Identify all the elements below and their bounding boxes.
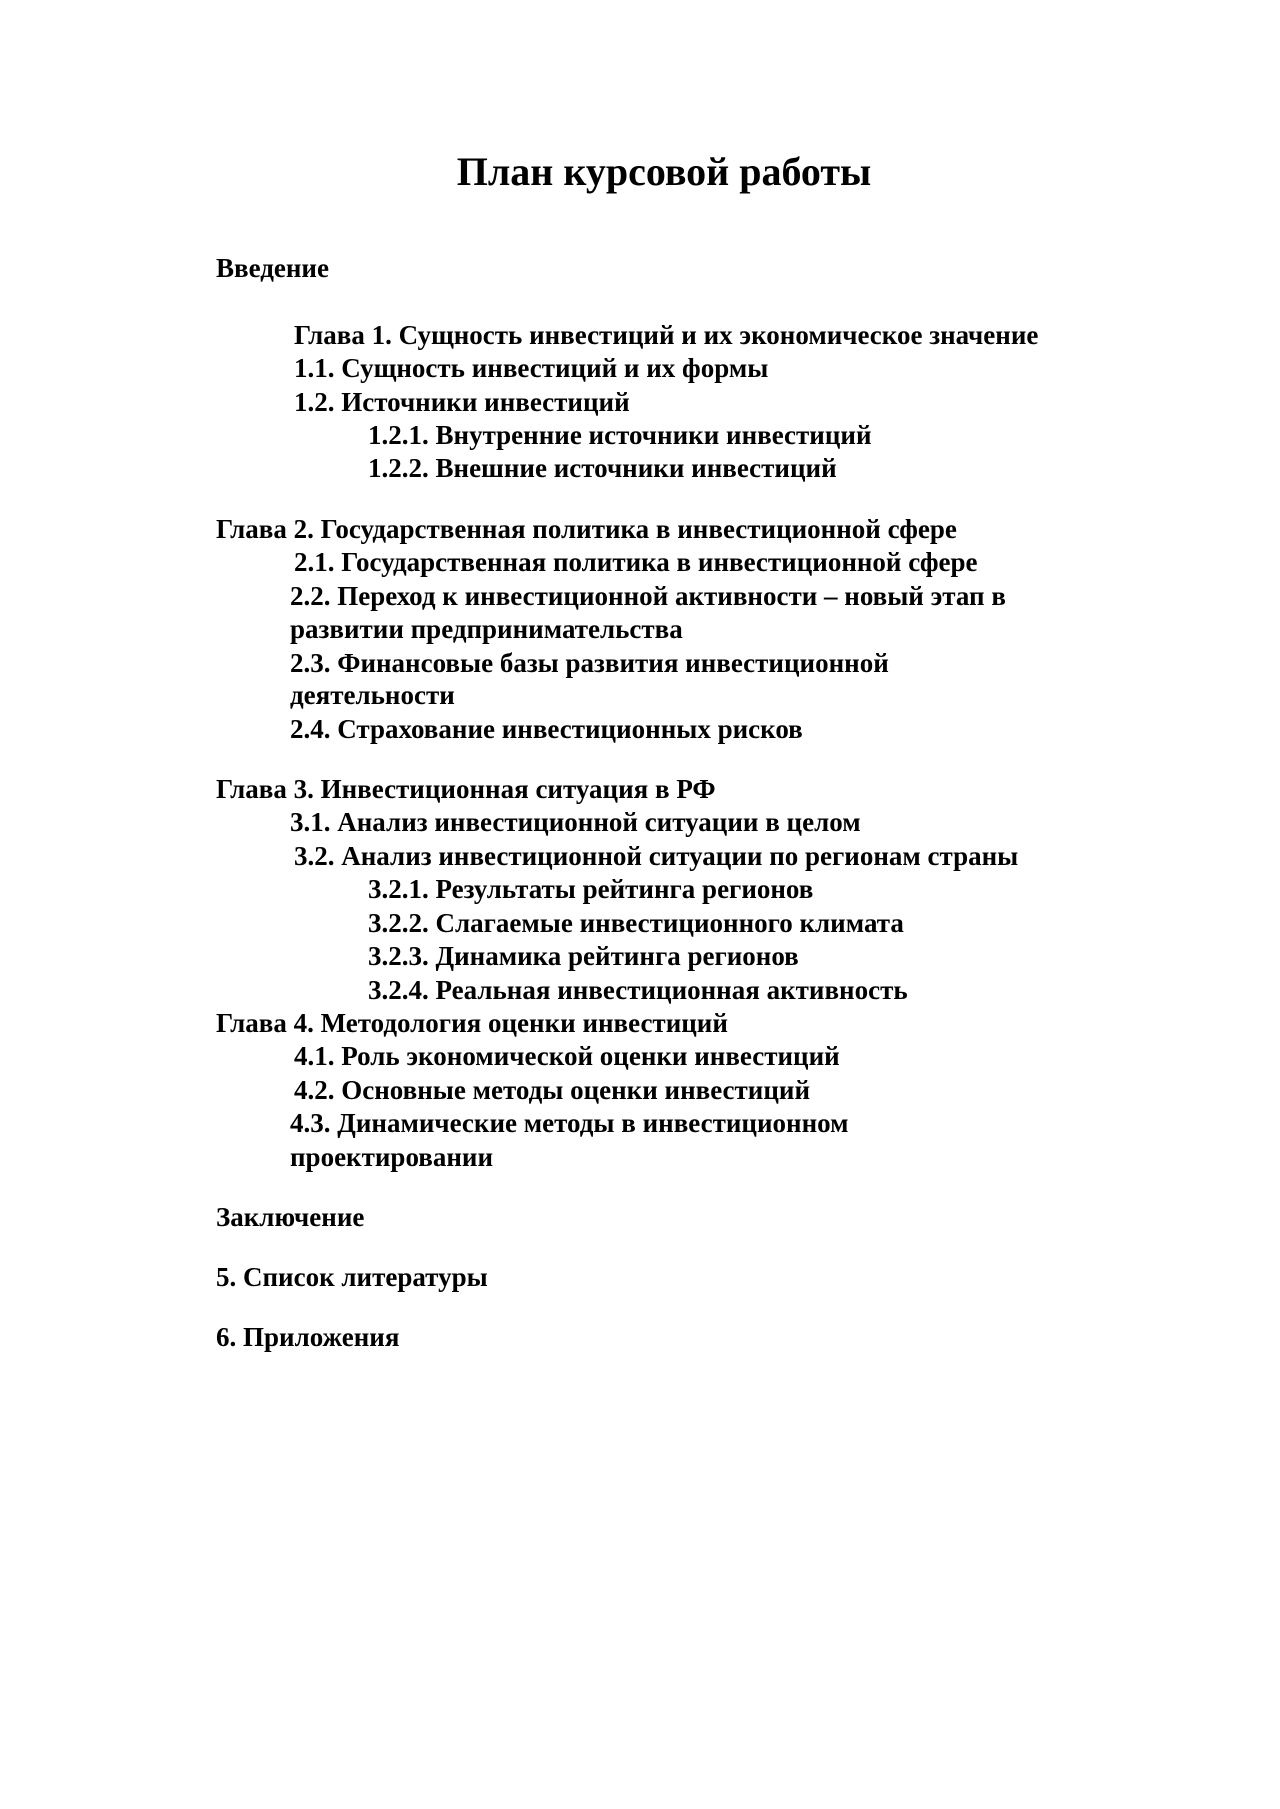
section-4-3-continued: проектировании bbox=[290, 1142, 494, 1172]
page-title: План курсовой работы bbox=[456, 149, 872, 194]
section-2-3: 2.3. Финансовые базы развития инвестиционной bbox=[290, 648, 889, 678]
chapter-1-heading: Глава 1. Сущность инвестиций и их экономическое значение bbox=[294, 320, 1039, 350]
section-3-2-4: 3.2.4. Реальная инвестиционная активность bbox=[368, 975, 908, 1005]
section-2-2: 2.2. Переход к инвестиционной активности – новый этап в bbox=[290, 581, 1006, 611]
chapter-4-heading: Глава 4. Методология оценки инвестиций bbox=[216, 1008, 728, 1038]
section-3-2-1: 3.2.1. Результаты рейтинга регионов bbox=[368, 874, 814, 904]
section-1-2-1: 1.2.1. Внутренние источники инвестиций bbox=[368, 420, 872, 450]
section-2-4: 2.4. Страхование инвестиционных рисков bbox=[290, 714, 803, 744]
conclusion-heading: Заключение bbox=[216, 1202, 365, 1232]
section-4-1: 4.1. Роль экономической оценки инвестиций bbox=[294, 1041, 840, 1071]
chapter-2-heading: Глава 2. Государственная политика в инвестиционной сфере bbox=[216, 514, 957, 544]
section-1-2: 1.2. Источники инвестиций bbox=[294, 387, 630, 417]
section-4-3: 4.3. Динамические методы в инвестиционном bbox=[290, 1108, 849, 1138]
section-3-2-2: 3.2.2. Слагаемые инвестиционного климата bbox=[368, 908, 904, 938]
section-2-2-continued: развитии предпринимательства bbox=[290, 614, 683, 644]
references-heading: 5. Список литературы bbox=[216, 1262, 488, 1292]
section-2-1: 2.1. Государственная политика в инвестиционной сфере bbox=[294, 547, 978, 577]
section-4-2: 4.2. Основные методы оценки инвестиций bbox=[294, 1075, 811, 1105]
section-3-2-3: 3.2.3. Динамика рейтинга регионов bbox=[368, 941, 799, 971]
section-2-3-continued: деятельности bbox=[290, 680, 455, 710]
section-3-2: 3.2. Анализ инвестиционной ситуации по регионам страны bbox=[294, 841, 1019, 871]
intro-heading: Введение bbox=[216, 253, 329, 283]
section-1-2-2: 1.2.2. Внешние источники инвестиций bbox=[368, 453, 837, 483]
section-3-1: 3.1. Анализ инвестиционной ситуации в целом bbox=[290, 807, 861, 837]
chapter-3-heading: Глава 3. Инвестиционная ситуация в РФ bbox=[216, 774, 716, 804]
appendices-heading: 6. Приложения bbox=[216, 1322, 400, 1352]
section-1-1: 1.1. Сущность инвестиций и их формы bbox=[294, 353, 769, 383]
